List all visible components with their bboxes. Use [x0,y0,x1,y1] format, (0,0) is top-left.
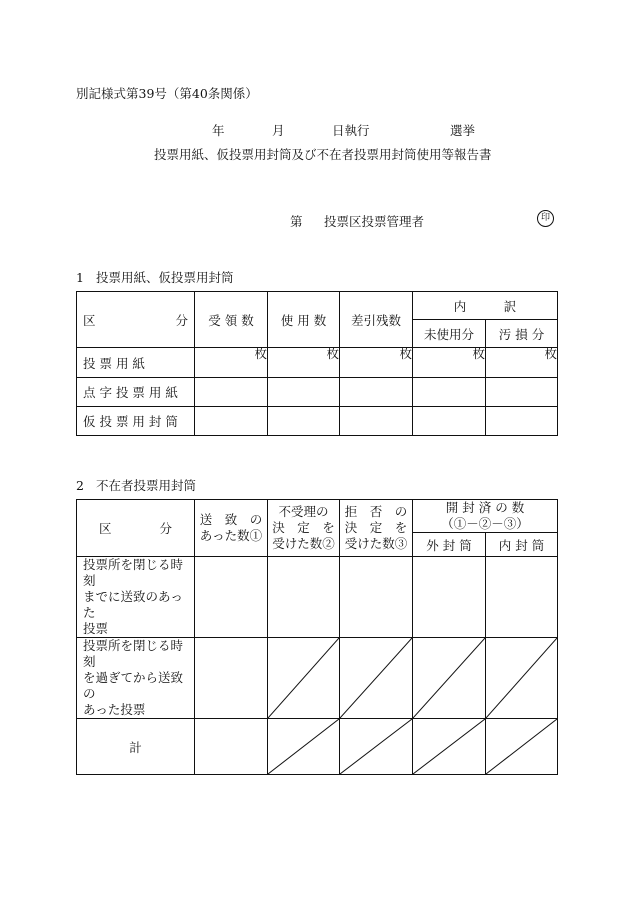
cell-outer[interactable] [413,557,486,638]
month-label: 月 [272,123,285,138]
section2-heading [76,476,196,494]
cell-received[interactable] [195,378,268,407]
row-label-provisional: 仮 投 票 用 封 筒 [77,407,195,436]
section2-title: 不在者投票用封筒 [96,478,197,493]
cell-damaged[interactable] [486,407,558,436]
cell-refused-struck [340,638,413,719]
cell-remaining[interactable] [340,407,413,436]
cell-refused[interactable] [340,557,413,638]
header-used: 使 用 数 [268,292,340,348]
district-prefix: 第 [290,214,303,229]
cell-sent[interactable] [195,557,268,638]
header-outer-envelope: 外 封 筒 [413,533,486,557]
row-label-total: 計 [77,719,195,775]
header-breakdown: 内 訳 [413,292,558,320]
header-remaining: 差引残数 [340,292,413,348]
unit-label: 枚 [399,346,412,361]
row-label-after-close: 投票所を閉じる時刻 を過ぎてから送致の あった投票 [77,638,195,719]
cell-inner-struck [486,638,558,719]
strike-line [268,638,339,718]
cell-unused[interactable] [413,407,486,436]
cell-remaining[interactable] [340,378,413,407]
cell-rejected[interactable] [268,557,340,638]
section2-number: 2 [76,478,84,493]
cell-used[interactable] [268,348,340,378]
header-damaged: 汚 損 分 [486,320,558,348]
header-refused: 拒 否 の 決 定 を 受けた数③ [340,500,413,557]
seal-mark: 印 [537,210,554,227]
form-number: 別記様式第39号（第40条関係） [76,86,258,101]
cell-outer-struck [413,638,486,719]
cell-outer-struck [413,719,486,775]
election-label: 選挙 [450,123,476,138]
cell-inner-struck [486,719,558,775]
strike-line [486,719,557,774]
cell-used[interactable] [268,378,340,407]
year-label: 年 [212,123,225,138]
header-rejected: 不受理の 決 定 を 受けた数② [268,500,340,557]
cell-unused[interactable] [413,348,486,378]
section1-number: 1 [76,270,84,285]
strike-line [340,719,412,774]
table-absentee-envelopes [76,499,558,775]
table-ballot-papers [76,291,558,436]
header-opened: 開 封 済 の 数 （①－②－③） [413,500,558,533]
cell-received[interactable] [195,348,268,378]
row-label-ballot: 投 票 用 紙 [77,348,195,378]
header-sent: 送 致 の あった数① [195,500,268,557]
cell-damaged[interactable] [486,378,558,407]
section1-title: 投票用紙、仮投票用封筒 [96,270,234,285]
cell-remaining[interactable] [340,348,413,378]
cell-rejected-struck [268,638,340,719]
header-received: 受 領 数 [195,292,268,348]
unit-label: 枚 [472,346,485,361]
unit-label: 枚 [326,346,339,361]
strike-line [340,638,412,718]
cell-received[interactable] [195,407,268,436]
header-unused: 未使用分 [413,320,486,348]
cell-used[interactable] [268,407,340,436]
cell-unused[interactable] [413,378,486,407]
cell-sent[interactable] [195,638,268,719]
strike-line [413,719,485,774]
unit-label: 枚 [254,346,267,361]
strike-line [413,638,485,718]
cell-rejected-struck [268,719,340,775]
day-enforcement-label: 日執行 [332,123,370,138]
manager-label: 投票区投票管理者 [324,214,425,229]
row-label-braille: 点 字 投 票 用 紙 [77,378,195,407]
cell-sent-total[interactable] [195,719,268,775]
strike-line [486,638,557,718]
unit-label: 枚 [544,346,558,361]
header-inner-envelope: 内 封 筒 [486,533,558,557]
cell-damaged[interactable] [486,348,558,378]
cell-refused-struck [340,719,413,775]
strike-line [268,719,339,774]
cell-inner[interactable] [486,557,558,638]
header-kubun: 区 分 [77,500,195,557]
row-label-before-close: 投票所を閉じる時刻 までに送致のあった 投票 [77,557,195,638]
header-kubun: 区 分 [77,292,195,348]
section1-heading [76,268,234,286]
document-title: 投票用紙、仮投票用封筒及び不在者投票用封筒使用等報告書 [154,147,492,162]
